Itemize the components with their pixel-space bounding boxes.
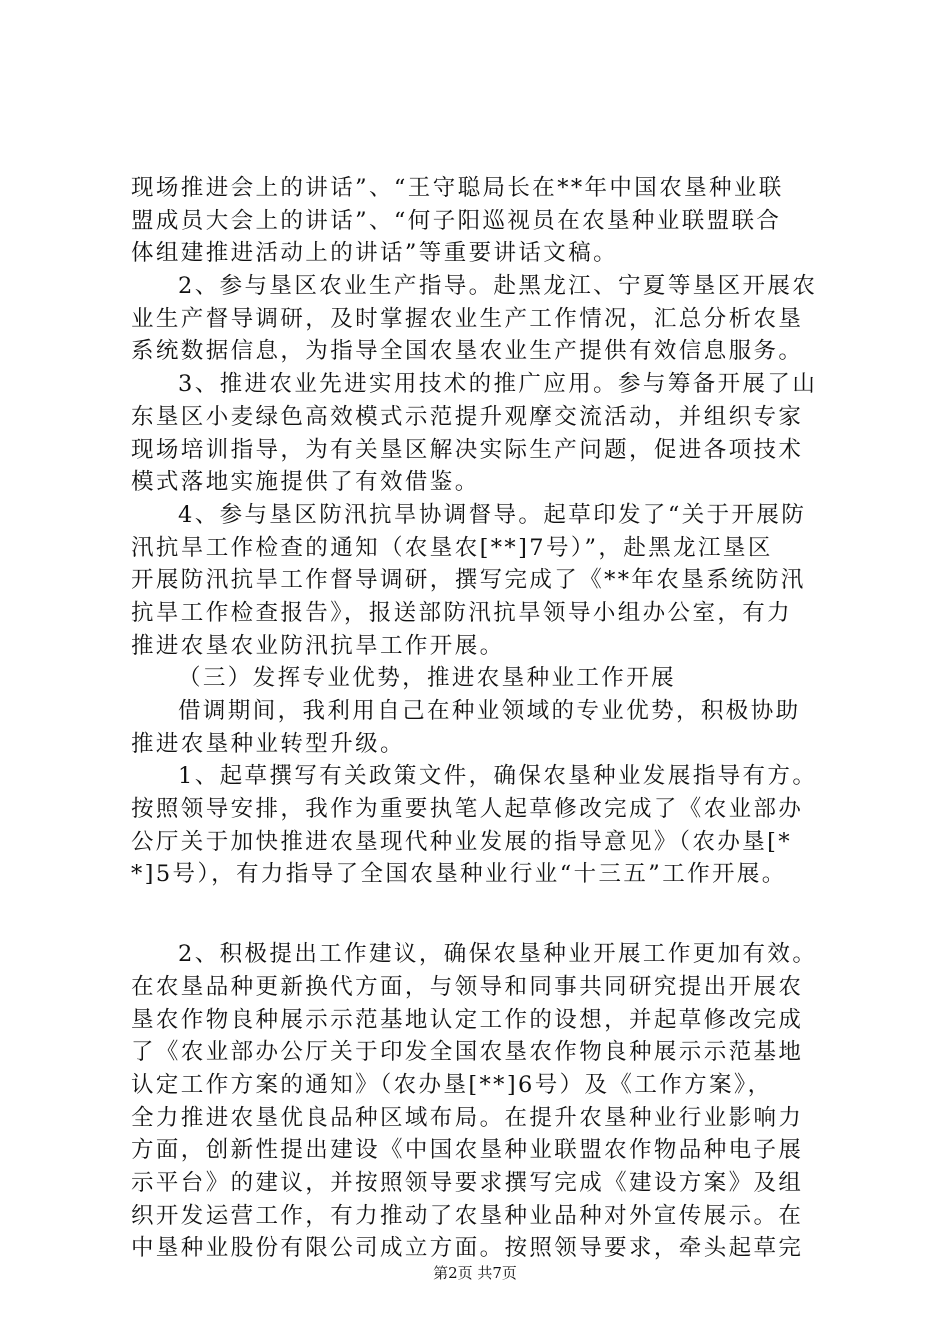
text-line: 认定工作方案的通知》（农办垦[**]6号）及《工作方案》，: [131, 1071, 773, 1098]
text-line: 垦农作物良种展示示范基地认定工作的设想，并起草修改完成: [131, 1006, 804, 1033]
text-line: 按照领导安排，我作为重要执笔人起草修改完成了《农业部办: [131, 796, 804, 823]
paragraph-start: 2、参与垦区农业生产指导。赴黑龙江、宁夏等垦区开展农: [178, 273, 818, 300]
text-line: 开展防汛抗旱工作督导调研，撰写完成了《**年农垦系统防汛: [131, 567, 806, 594]
page-number-footer: 第2页 共7页: [433, 1264, 517, 1282]
text-line: 推进农垦农业防汛抗旱工作开展。: [131, 632, 505, 659]
text-line: 示平台》的建议，并按照领导要求撰写完成《建设方案》及组: [131, 1169, 804, 1196]
paragraph-start: 3、推进农业先进实用技术的推广应用。参与筹备开展了山: [178, 371, 818, 398]
text-line: 体组建推进活动上的讲话”等重要讲话文稿。: [131, 240, 619, 267]
text-line: 系统数据信息，为指导全国农垦农业生产提供有效信息服务。: [131, 338, 804, 365]
paragraph-start: 2、积极提出工作建议，确保农垦种业开展工作更加有效。: [178, 941, 818, 968]
text-line: 方面，创新性提出建设《中国农垦种业联盟农作物品种电子展: [131, 1137, 804, 1164]
paragraph-start: 4、参与垦区防汛抗旱协调督导。起草印发了“关于开展防: [178, 501, 807, 528]
text-line: 全力推进农垦优良品种区域布局。在提升农垦种业行业影响力: [131, 1104, 804, 1131]
text-line: 了《农业部办公厅关于印发全国农垦农作物良种展示示范基地: [131, 1039, 804, 1066]
text-line: 现场推进会上的讲话”、“王守聪局长在**年中国农垦种业联: [131, 175, 784, 201]
text-line: 业生产督导调研，及时掌握农业生产工作情况，汇总分析农垦: [131, 305, 804, 332]
text-line: 东垦区小麦绿色高效模式示范提升观摩交流活动，并组织专家: [131, 403, 804, 430]
paragraph-start: 1、起草撰写有关政策文件，确保农垦种业发展指导有方。: [178, 763, 818, 790]
paragraph-start: 借调期间，我利用自己在种业领域的专业优势，积极协助: [178, 698, 801, 724]
text-line: *]5号），有力指导了全国农垦种业行业“十三五”工作开展。: [131, 861, 787, 888]
text-line: 现场培训指导，为有关垦区解决实际生产问题，促进各项技术: [131, 436, 804, 463]
text-line: 公厅关于加快推进农垦现代种业发展的指导意见》（农办垦[*: [131, 828, 792, 855]
text-line: 抗旱工作检查报告》，报送部防汛抗旱领导小组办公室，有力: [131, 599, 793, 626]
text-line: 织开发运营工作，有力推动了农垦种业品种对外宣传展示。在: [131, 1202, 804, 1229]
text-line: 模式落地实施提供了有效借鉴。: [131, 469, 480, 496]
paragraph-gap: [131, 891, 831, 938]
text-line: 推进农垦种业转型升级。: [131, 730, 405, 757]
section-heading: （三）发挥专业优势，推进农垦种业工作开展: [178, 665, 677, 692]
text-line: 盟成员大会上的讲话”、“何子阳巡视员在农垦种业联盟联合: [131, 207, 782, 234]
text-line: 中垦种业股份有限公司成立方面。按照领导要求，牵头起草完: [131, 1235, 804, 1262]
text-line: 在农垦品种更新换代方面，与领导和同事共同研究提出开展农: [131, 973, 804, 1000]
text-line: 汛抗旱工作检查的通知（农垦农[**]7号）”，赴黑龙江垦区: [131, 534, 773, 561]
document-body: [131, 172, 831, 1265]
